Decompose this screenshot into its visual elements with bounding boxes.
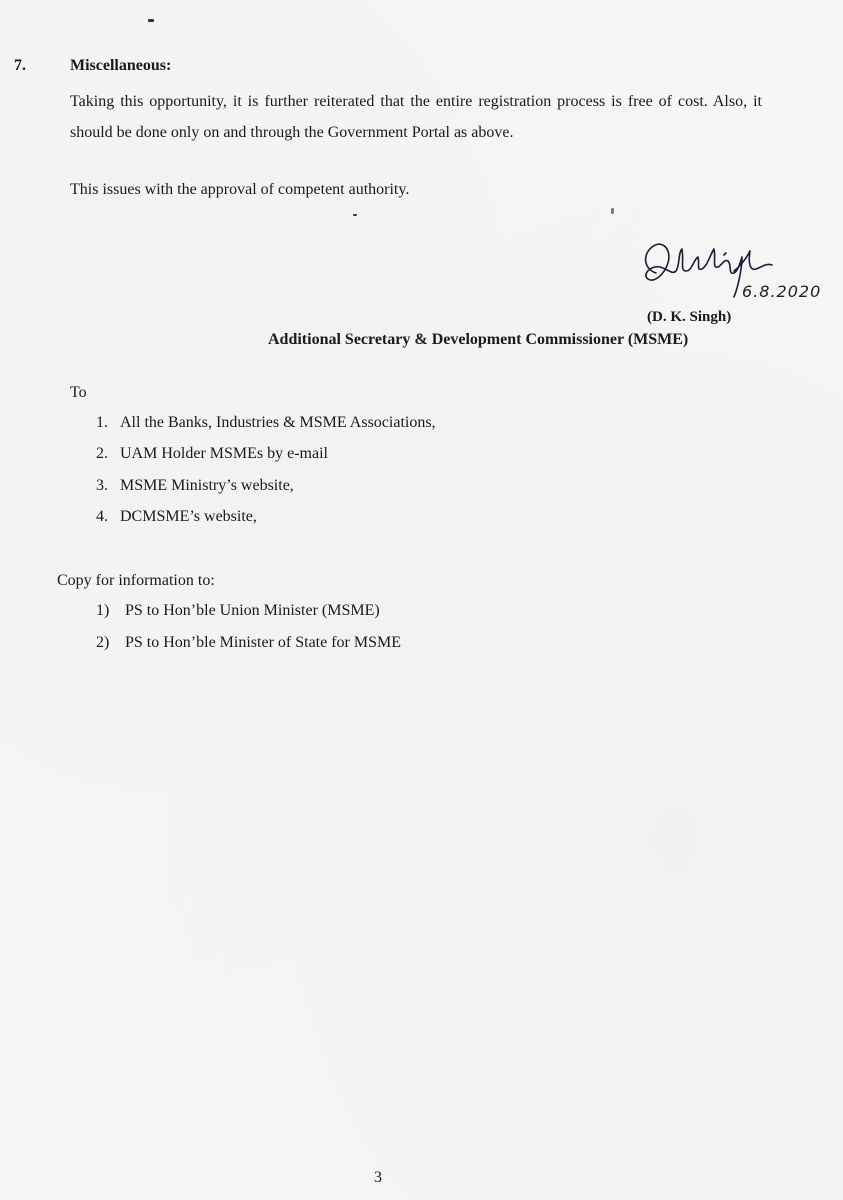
recipient-item <box>96 477 294 495</box>
copy-to-number: 1) <box>96 602 110 619</box>
signature-date: 6.8.2020 <box>742 282 822 301</box>
recipient-item <box>96 445 328 463</box>
copy-to-text: PS to Hon’ble Union Minister (MSME) <box>125 602 380 619</box>
recipient-number: 1. <box>96 414 108 431</box>
approval-line: This issues with the approval of competent authority. <box>70 181 410 198</box>
section-paragraph: Taking this opportunity, it is further reiterated that the entire registration process is free of cost. Also, it should be done only on and through the Government Portal as above. <box>70 93 762 141</box>
recipient-text: All the Banks, Industries & MSME Associations, <box>120 414 436 431</box>
signatory-designation: Additional Secretary & Development Commissioner (MSME) <box>268 331 689 348</box>
signatory-name: (D. K. Singh) <box>647 309 732 325</box>
section-number: 7. <box>14 57 26 74</box>
recipient-text: MSME Ministry’s website, <box>120 477 294 494</box>
section-title: Miscellaneous: <box>70 57 172 74</box>
copy-to-item <box>96 634 401 652</box>
recipient-text: DCMSME’s website, <box>120 508 257 525</box>
copy-to-text: PS to Hon’ble Minister of State for MSME <box>125 634 401 651</box>
page-number: 3 <box>374 1169 382 1186</box>
recipient-text: UAM Holder MSMEs by e-mail <box>120 445 328 462</box>
scan-speck <box>148 19 154 22</box>
scan-speck <box>611 208 614 214</box>
scan-speck <box>353 214 357 216</box>
copy-to-item <box>96 602 380 620</box>
recipient-number: 2. <box>96 445 108 462</box>
recipients-label: To <box>70 384 87 401</box>
copy-to-number: 2) <box>96 634 110 651</box>
copy-to-label: Copy for information to: <box>57 572 215 589</box>
recipient-number: 4. <box>96 508 108 525</box>
recipient-item <box>96 414 436 432</box>
recipient-number: 3. <box>96 477 108 494</box>
recipient-item <box>96 508 257 526</box>
